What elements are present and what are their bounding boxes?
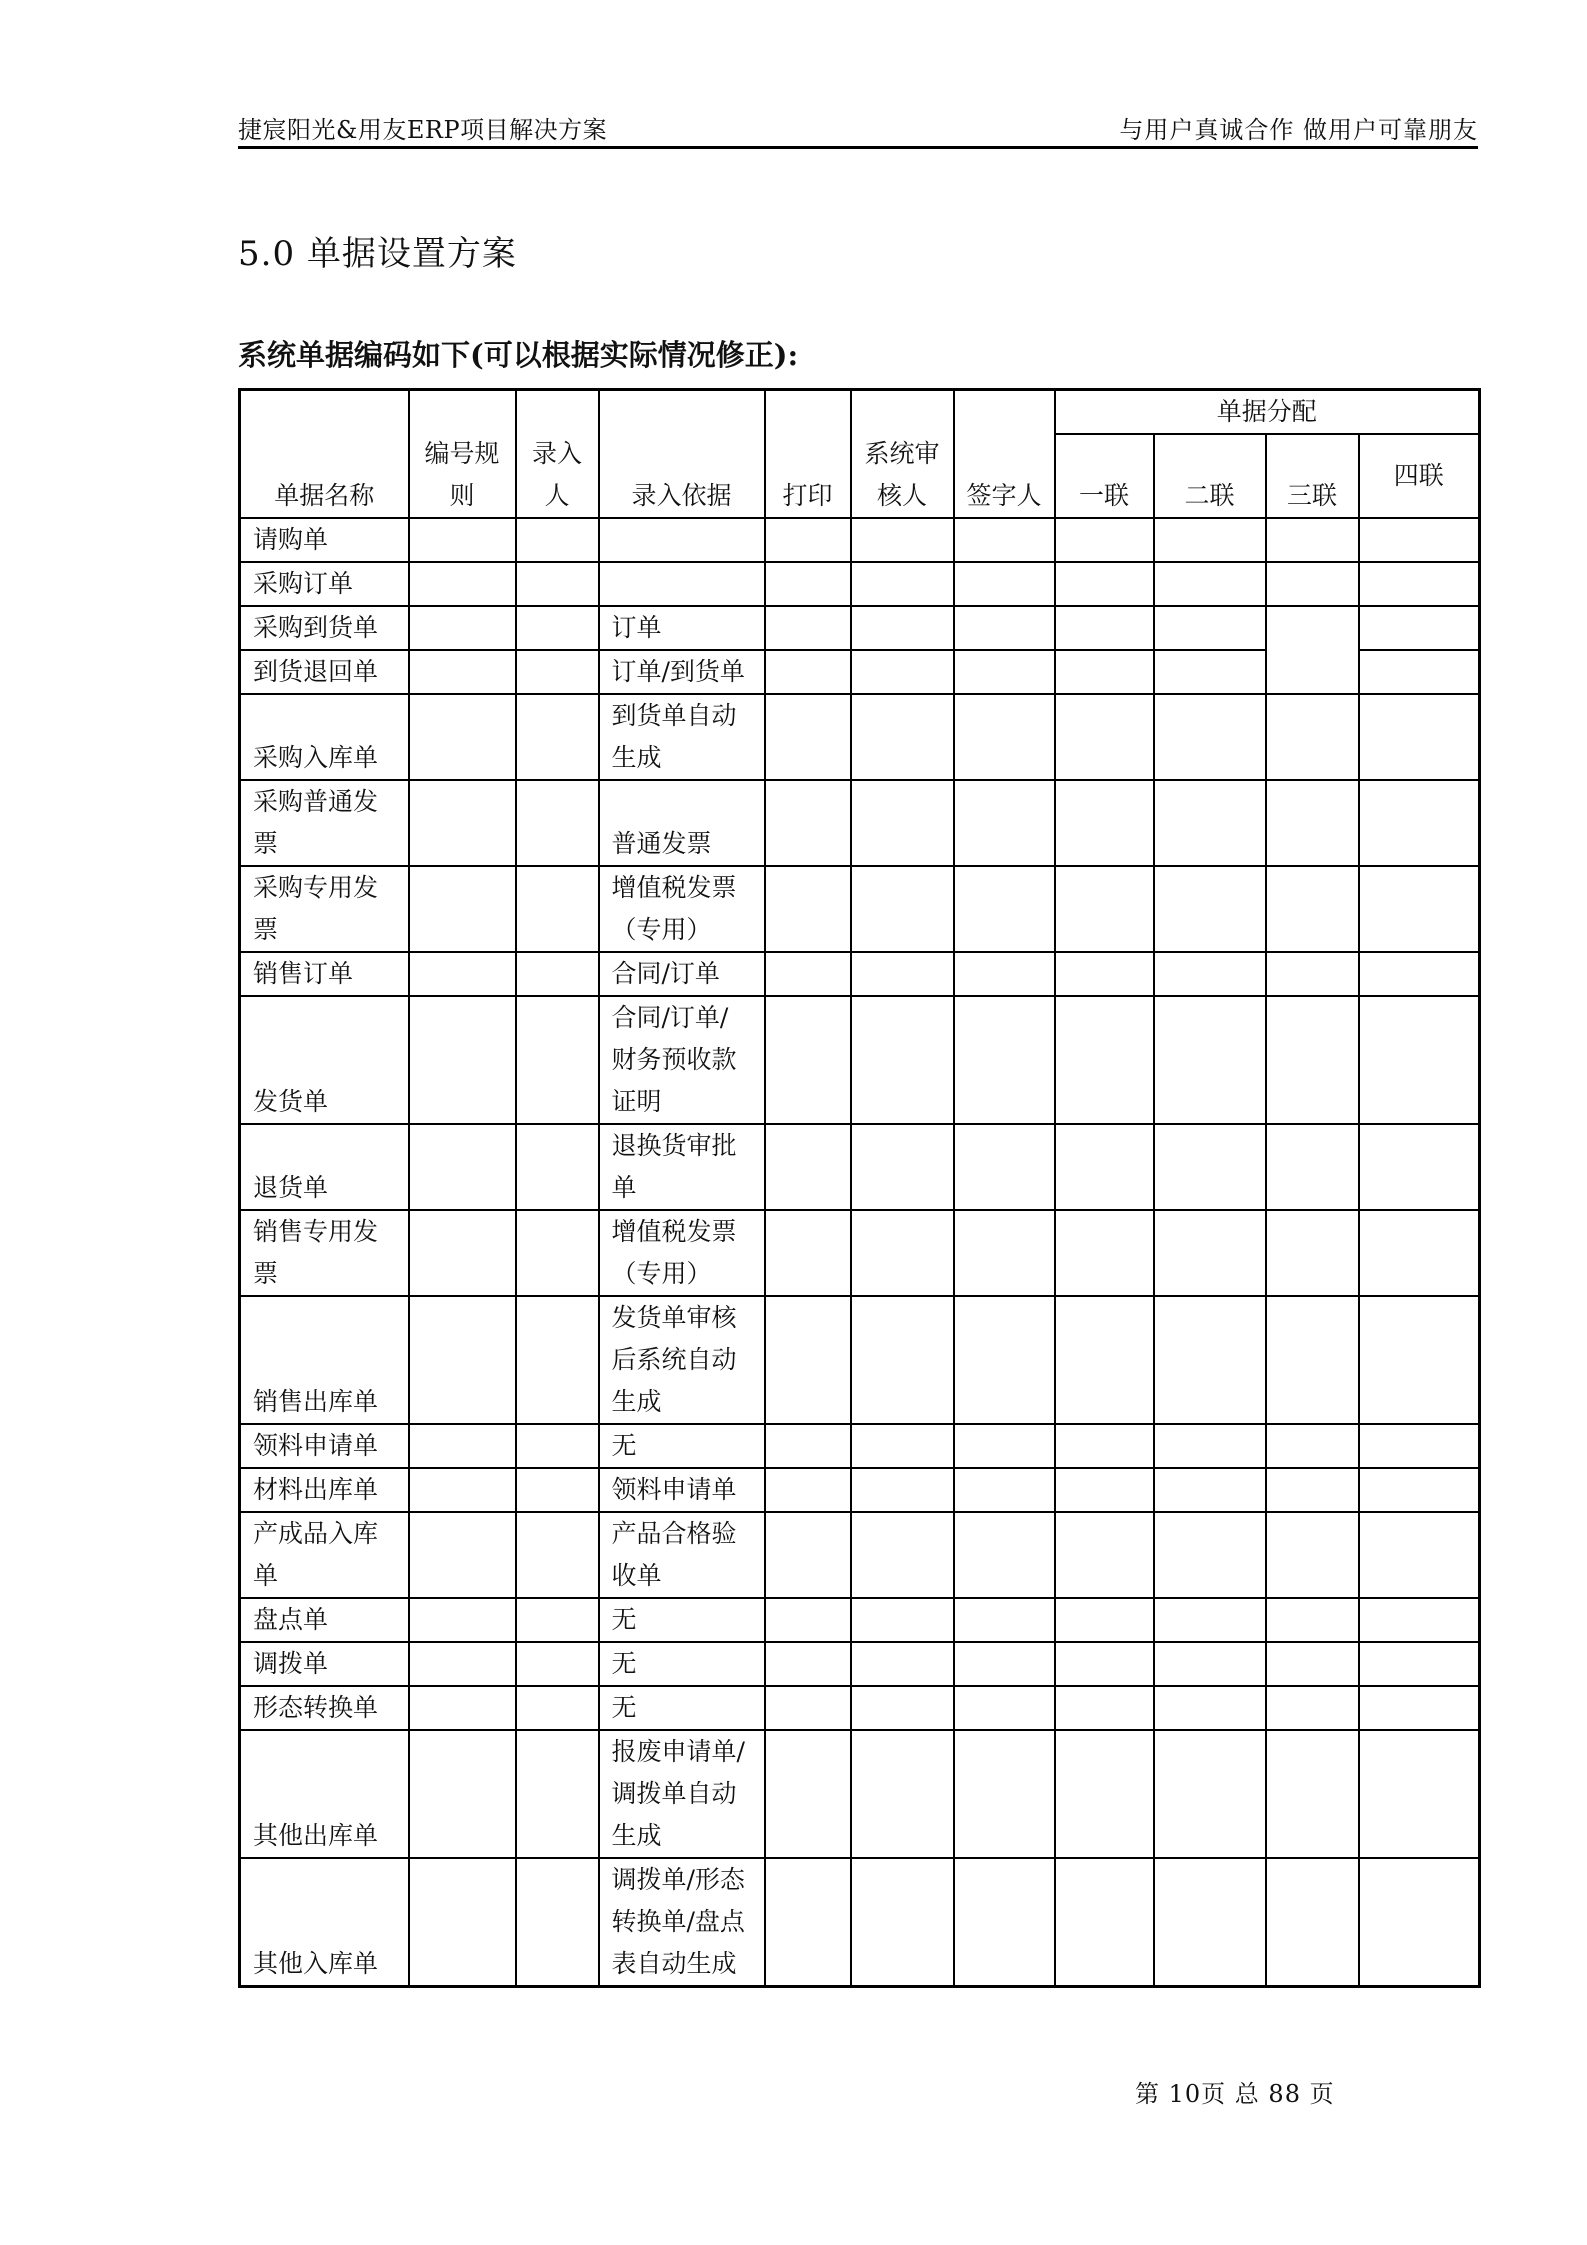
- doc-name: 采购到货单: [240, 606, 409, 650]
- col-header-copy1: 一联: [1055, 434, 1154, 518]
- doc-name: 采购专用发票: [240, 866, 409, 952]
- doc-name: 销售专用发票: [240, 1210, 409, 1296]
- document-settings-table: [238, 388, 1481, 1988]
- table-row: [240, 1598, 1480, 1642]
- col-header-name: 单据名称: [240, 390, 409, 519]
- section-title: 5.0 单据设置方案: [238, 234, 517, 274]
- table-row: [240, 1210, 1480, 1296]
- doc-name: 发货单: [240, 996, 409, 1124]
- page-header: [238, 108, 1478, 149]
- doc-basis: 退换货审批单: [599, 1124, 765, 1210]
- doc-name: 到货退回单: [240, 650, 409, 694]
- header-slogan: 与用户真诚合作 做用户可靠朋友: [1119, 116, 1478, 144]
- doc-name: 材料出库单: [240, 1468, 409, 1512]
- doc-basis: 合同/订单/财务预收款证明: [599, 996, 765, 1124]
- col-header-entered-by: 录入人: [516, 390, 599, 519]
- doc-name: 调拨单: [240, 1642, 409, 1686]
- doc-basis: 订单/到货单: [599, 650, 765, 694]
- doc-basis: 报废申请单/调拨单自动生成: [599, 1730, 765, 1858]
- doc-basis: 增值税发票（专用）: [599, 866, 765, 952]
- doc-name: 请购单: [240, 518, 409, 562]
- doc-basis: 无: [599, 1686, 765, 1730]
- doc-name: 采购普通发票: [240, 780, 409, 866]
- doc-name: 销售出库单: [240, 1296, 409, 1424]
- table-row: [240, 1512, 1480, 1598]
- doc-name: 销售订单: [240, 952, 409, 996]
- doc-name: 采购入库单: [240, 694, 409, 780]
- copy3-merged-cell: [1266, 606, 1359, 694]
- table-row: [240, 1468, 1480, 1512]
- col-header-distribution: 单据分配: [1055, 390, 1480, 435]
- doc-basis: 合同/订单: [599, 952, 765, 996]
- doc-basis: 无: [599, 1598, 765, 1642]
- doc-basis: 增值税发票（专用）: [599, 1210, 765, 1296]
- table-row: [240, 866, 1480, 952]
- intro-text: 系统单据编码如下(可以根据实际情况修正):: [238, 338, 799, 372]
- col-header-code-rule: 编号规则: [409, 390, 516, 519]
- table-row: [240, 1124, 1480, 1210]
- table-row: [240, 1730, 1480, 1858]
- col-header-reviewer: 系统审核人: [851, 390, 954, 519]
- doc-name: 退货单: [240, 1124, 409, 1210]
- doc-basis: 普通发票: [599, 780, 765, 866]
- table-row: [240, 996, 1480, 1124]
- doc-basis: 调拨单/形态转换单/盘点表自动生成: [599, 1858, 765, 1987]
- table-row: [240, 1296, 1480, 1424]
- col-header-copy4: 四联: [1359, 434, 1480, 518]
- doc-basis: 到货单自动生成: [599, 694, 765, 780]
- page-number: 第 10页 总 88 页: [1135, 2080, 1335, 2108]
- header-project-title: 捷宸阳光&用友ERP项目解决方案: [238, 116, 608, 144]
- table-row: [240, 780, 1480, 866]
- table-row: [240, 694, 1480, 780]
- doc-name: 采购订单: [240, 562, 409, 606]
- table-row: [240, 1642, 1480, 1686]
- col-header-print: 打印: [765, 390, 851, 519]
- table-row: [240, 606, 1480, 650]
- col-header-signer: 签字人: [954, 390, 1055, 519]
- table-row: [240, 1424, 1480, 1468]
- doc-name: 其他入库单: [240, 1858, 409, 1987]
- doc-name: 其他出库单: [240, 1730, 409, 1858]
- table-row: [240, 518, 1480, 562]
- doc-basis: 无: [599, 1642, 765, 1686]
- col-header-copy2: 二联: [1154, 434, 1266, 518]
- doc-basis: 订单: [599, 606, 765, 650]
- table-row: [240, 1858, 1480, 1987]
- table-row: [240, 952, 1480, 996]
- doc-basis: 领料申请单: [599, 1468, 765, 1512]
- col-header-copy3: 三联: [1266, 434, 1359, 518]
- doc-name: 盘点单: [240, 1598, 409, 1642]
- doc-basis: 产品合格验收单: [599, 1512, 765, 1598]
- doc-basis: 发货单审核后系统自动生成: [599, 1296, 765, 1424]
- table-row: [240, 562, 1480, 606]
- table-row: [240, 1686, 1480, 1730]
- doc-name: 产成品入库单: [240, 1512, 409, 1598]
- col-header-basis: 录入依据: [599, 390, 765, 519]
- doc-name: 领料申请单: [240, 1424, 409, 1468]
- doc-basis: [599, 562, 765, 606]
- doc-basis: 无: [599, 1424, 765, 1468]
- doc-name: 形态转换单: [240, 1686, 409, 1730]
- doc-basis: [599, 518, 765, 562]
